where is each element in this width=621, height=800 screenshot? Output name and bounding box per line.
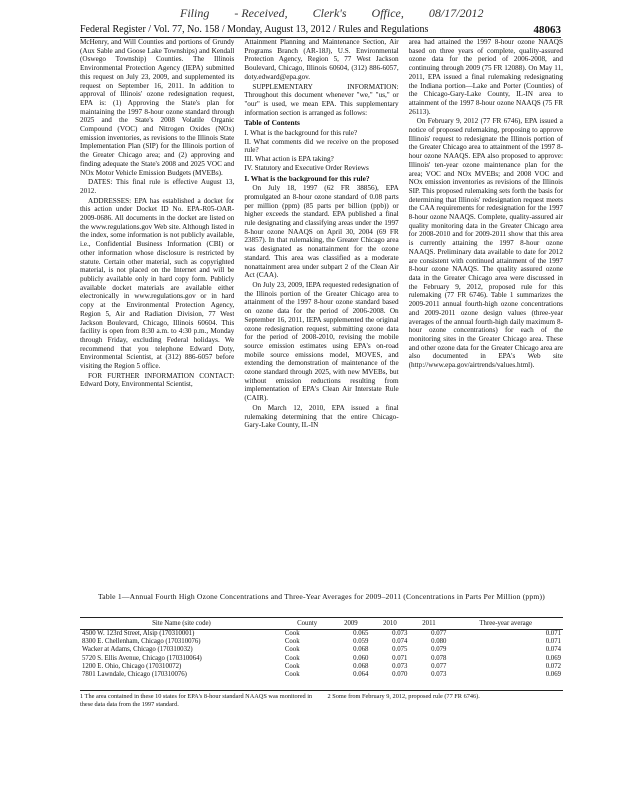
value-cell: 0.072 (545, 662, 561, 670)
column-3 (409, 38, 563, 588)
dates-para: DATES: This final rule is effective August 13, 2012. (80, 178, 235, 195)
supplementary-info: SUPPLEMENTARY INFORMATION: Throughout this document whenever "we," "us," or "our" is used, we mean EPA. This supplementary information section is arranged as follows: (244, 82, 399, 117)
county-cell: Cook (284, 662, 300, 670)
col3-para: On February 9, 2012 (77 FR 6746), EPA issued a notice of proposed rulemaking, proposing to approve Illinois' request to redesignate the Illinois portion of the Greater Chicago area to attainment of the 1997 8-hour ozone NAAQS. EPA also proposed to approve: Illinois' ten-year ozone maintenance plan for the area; VOC and NOx MVEBs; and 2008 VOC and NOx emission inventories as revisions of the Illinois SIP. This proposed rulemaking sets forth the basis for determining that Illinois' redesignation request meets the CAA requirements for redesignation for the 1997 8-hour ozone NAAQS. Complete, quality-assured air quality monitoring data in the Greater Chicago area for 2008-2010 and for 2009-2011 show that this area is currently attaining the 1997 8-hour ozone NAAQS. Preliminary data available to date for 2012 are consistent with continued attainment of the 1997 8-hour ozone NAAQS. The quality assured ozone data in the Greater Chicago area were discussed in the February 9, 2012, proposed rule for this rulemaking (77 FR 6746). Table 1 summarizes the 2009-2011 annual fourth-high ozone concentrations and 2009-2011 ozone design values (three-year averages of the annual fourth-high daily maximum 8-hour ozone concentrations) for each of the monitoring sites in the Greater Chicago area. These and other ozone data for the Greater Chicago area are also documented in EPA's Web site (http://www.epa.gov/airtrends/values.html). (408, 117, 563, 370)
col-header: 2011 (409, 618, 448, 630)
value-cell: 0.068 (353, 662, 369, 670)
value-cell: 0.073 (431, 671, 447, 679)
value-cell: 0.073 (392, 630, 408, 637)
value-cell: 0.065 (353, 630, 369, 637)
toc-item: IV. Statutory and Executive Order Reviews (244, 163, 369, 172)
running-header (80, 24, 561, 38)
background-para: On July 23, 2009, IEPA requested redesignation of the Illinois portion of the Greater Chicago area to attainment of the 1997 8-hour ozone standard based on ozone data for the period of 2006-2008. On September 16, 2011, IEPA supplemented the original ozone redesignation request, submitting ozone data for the period of 2008-2010, revising the mobile source emission estimates using EPA's on-road mobile source emissions model, MOVES, and extending the demonstration of maintenance of the ozone standard through 2025, with new MVEBs, but without emission reductions resulting from implementation of EPA's Clean Air Interstate Rule (CAIR). (244, 280, 399, 403)
stamp-clerk: Clerk's (312, 6, 347, 20)
footnote: 1 The area contained in these 10 states for EPA's 8-hour standard NAAQS was monitored in these data data from the 1997 standard. (80, 693, 313, 708)
value-cell: 0.074 (392, 638, 408, 646)
stamp-office: Office, (371, 6, 404, 20)
contact-address: Attainment Planning and Maintenance Section, Air Programs Branch (AR-18J), U.S. Environmental Protection Agency, Region 5, 77 West Jackson Boulevard, Chicago, Illinois 60604, (312) 886-6057, doty.edward@epa.gov. (244, 38, 399, 81)
page-number: 48063 (533, 24, 561, 36)
county-cell: Cook (284, 630, 300, 637)
table-header-row (80, 618, 563, 630)
background-para: On July 18, 1997 (62 FR 38856), EPA promulgated an 8-hour ozone standard of 0.08 parts per million (ppm) (85 parts per billion (ppb)) or higher exceeds the standard. EPA published a final rule designating and classifying areas under the 1997 8-hour ozone NAAQS on April 30, 2004 (69 FR 23857). In that rulemaking, the Greater Chicago area was designated as nonattainment for the ozone standard. This area was classified as a moderate nonattainment area under subpart 2 of the Clean Air Act (CAA). (244, 184, 399, 280)
table-row (80, 663, 563, 671)
site-name-cell: Wacker at Adams, Chicago (170310032) (82, 646, 193, 654)
table-row (80, 638, 563, 646)
body-columns (80, 38, 563, 588)
col-header: County (283, 618, 332, 630)
value-cell: 0.069 (545, 671, 561, 679)
county-cell: Cook (284, 671, 300, 679)
toc-title: Table of Contents (244, 118, 300, 128)
footnotes (80, 690, 563, 709)
table-row (80, 671, 563, 679)
toc-item: I. What is the background for this rule? (244, 129, 358, 138)
value-cell: 0.069 (545, 654, 561, 662)
county-cell: Cook (284, 638, 300, 646)
stamp-received: - Received, (234, 6, 288, 20)
table-of-contents (244, 129, 398, 173)
value-cell: 0.070 (392, 671, 408, 679)
column-1 (80, 38, 234, 588)
value-cell: 0.064 (353, 671, 369, 679)
value-cell: 0.079 (431, 646, 447, 654)
footnote: 2 Some from February 9, 2012, proposed rule (77 FR 6746). (327, 693, 480, 700)
header-citation: Federal Register / Vol. 77, No. 158 / Monday, August 13, 2012 / Rules and Regulations (80, 24, 429, 35)
value-cell: 0.074 (545, 646, 561, 654)
site-name-cell: 8300 E. Chellenham, Chicago (170310076) (82, 638, 201, 646)
value-cell: 0.071 (392, 654, 408, 662)
stamp-date: 08/17/2012 (428, 6, 484, 20)
col-header: Site Name (site code) (80, 618, 283, 630)
table-caption: Table 1—Annual Fourth High Ozone Concentrations and Three-Year Averages for 2009–2011 (Concentrations in Parts Per Million (ppm)) (98, 592, 545, 601)
value-cell: 0.075 (392, 646, 408, 654)
col1-para: McHenry, and Will Counties and portions of Grundy (Aux Sable and Goose Lake Townships) and Kendall (Oswego Township) Counties. The Illinois Environmental Protection Agency (IEPA) submitted this request on July 23, 2009, and supplemented its request on September 16, 2011. In addition to approval of Illinois' ozone redesignation request, EPA is: (1) Approving the State's plan for maintaining the 1997 8-hour ozone standard through 2025 and the State's 2008 Volatile Organic Compound (VOC) and Nitrogen Oxides (NOx) emission inventories, as revisions to the Illinois State Implementation Plan (SIP) for the Illinois portion of the Greater Chicago area; and (2) approving and finding adequate the State's 2008 and 2025 VOC and NOx Motor Vehicle Emission Budgets (MVEBs). (80, 38, 235, 177)
background-para: On March 12, 2010, EPA issued a final rulemaking determining that the entire Chicago-Gary-Lake County, IL-IN (244, 403, 399, 430)
table-row (80, 630, 563, 639)
table-row (80, 655, 563, 663)
value-cell: 0.060 (353, 654, 369, 662)
county-cell: Cook (284, 646, 300, 654)
filing-stamp (180, 6, 484, 21)
table-row (80, 646, 563, 654)
col-header: 2010 (370, 618, 409, 630)
stamp-filing: Filing (180, 6, 210, 20)
addresses-para: ADDRESSES: EPA has established a docket for this action under Docket ID No. EPA-R05-OAR-2009-0686. All documents in the docket are listed on the www.regulations.gov Web site. Although listed in the index, some information is not publicly available, i.e., Confidential Business Information (CBI) or other information whose disclosure is restricted by statute. Certain other material, such as copyrighted material, is not placed on the Internet and will be publicly available only in hard copy form. Publicly available docket materials are available either electronically in www.regulations.gov or in hard copy at the Environmental Protection Agency, Region 5, Air and Radiation Division, 77 West Jackson Boulevard, Chicago, Illinois 60604. This facility is open from 8:30 a.m. to 4:30 p.m., Monday through Friday, excluding Federal holidays. We recommend that you telephone Edward Doty, Environmental Scientist, at (312) 886-6057 before visiting the Region 5 office. (80, 196, 235, 371)
col3-para: area had attained the 1997 8-hour ozone NAAQS based on three years of complete, quality-assured ozone data for the period of 2006-2008, and continuing through 2009 (75 FR 12088). On May 11, 2011, EPA issued a final rulemaking redesignating the Indiana portion—Lake and Porter (Counties) of the Chicago-Gary-Lake County, IL-IN area to attainment of the 1997 8-hour ozone NAAQS (75 FR 26113). (408, 38, 563, 116)
col-header: 2009 (331, 618, 370, 630)
value-cell: 0.059 (353, 638, 369, 646)
value-cell: 0.071 (545, 630, 561, 637)
county-cell: Cook (284, 654, 300, 662)
toc-item: III. What action is EPA taking? (244, 155, 334, 164)
site-name-cell: 4500 W. 123rd Street, Alsip (170310001) (82, 630, 195, 637)
col-header: Three-year average (448, 618, 563, 630)
column-2 (244, 38, 398, 588)
value-cell: 0.071 (545, 638, 561, 646)
value-cell: 0.078 (431, 654, 447, 662)
site-name-cell: 5720 S. Ellis Avenue, Chicago (170310064) (82, 654, 202, 662)
contact-para: FOR FURTHER INFORMATION CONTACT: Edward Doty, Environmental Scientist, (80, 371, 235, 389)
ozone-table (80, 617, 563, 679)
value-cell: 0.077 (431, 662, 447, 670)
value-cell: 0.073 (392, 662, 408, 670)
toc-item: II. What comments did we receive on the proposed rule? (244, 137, 399, 155)
value-cell: 0.080 (431, 638, 447, 646)
site-name-cell: 7801 Lawndale, Chicago (170310076) (82, 671, 187, 679)
section-heading: I. What is the background for this rule? (244, 173, 370, 183)
value-cell: 0.077 (431, 630, 447, 637)
value-cell: 0.068 (353, 646, 369, 654)
site-name-cell: 1200 E. Ohio, Chicago (170310072) (82, 662, 182, 670)
